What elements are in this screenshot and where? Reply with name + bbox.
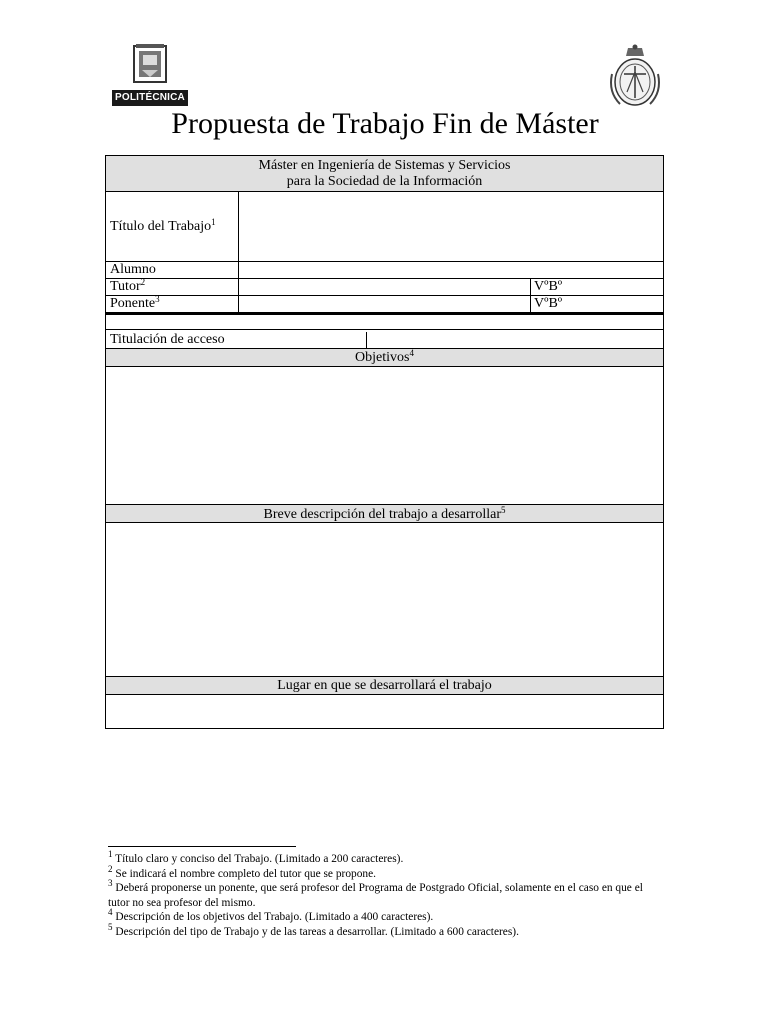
- footnote-1: $^1$ Título claro y conciso del Trabajo. (Limitado a 200 caracteres).: [108, 849, 404, 865]
- tutor-label: Tutor$^2$: [110, 277, 146, 294]
- vobo-tutor[interactable]: VºBº: [534, 279, 563, 294]
- descripcion-field[interactable]: [106, 523, 663, 677]
- proposal-form: [105, 155, 664, 729]
- vobo-ponente[interactable]: VºBº: [534, 296, 563, 311]
- titulacion-row: [106, 332, 663, 349]
- program-header: [106, 156, 663, 192]
- logo-wordmark: POLITÉCNICA: [112, 90, 188, 106]
- tutor-row: [106, 279, 663, 296]
- footnote-3: $^3$ Deberá proponerse un ponente, que será profesor del Programa de Postgrado Oficial, solamente en el caso en que el tutor no sea profesor del mismo.: [108, 878, 643, 909]
- alumno-label: Alumno: [110, 262, 156, 277]
- program-line-1: Máster en Ingeniería de Sistemas y Servicios: [258, 158, 511, 173]
- upm-logo: [112, 44, 188, 108]
- footnotes: [108, 849, 648, 939]
- lugar-header: [106, 677, 663, 695]
- lugar-field[interactable]: [106, 695, 663, 728]
- titulo-row: [106, 192, 663, 262]
- objetivos-field[interactable]: [106, 367, 663, 505]
- program-line-2: para la Sociedad de la Información: [286, 174, 483, 189]
- ponente-label: Ponente$^3$: [110, 294, 160, 311]
- alumno-field[interactable]: [239, 262, 663, 278]
- footnote-5: $^5$ Descripción del tipo de Trabajo y de las tareas a desarrollar. (Limitado a 600 caracteres).: [108, 921, 519, 938]
- titulo-label: Título del Trabajo$^1$: [110, 217, 216, 234]
- footnote-2: $^2$ Se indicará el nombre completo del tutor que se propone.: [108, 863, 376, 880]
- titulo-field[interactable]: [239, 192, 663, 261]
- titulacion-field[interactable]: [367, 332, 663, 348]
- titulacion-label: Titulación de acceso: [110, 332, 225, 347]
- objetivos-label: Objetivos$^4$: [355, 348, 414, 365]
- lugar-label: Lugar en que se desarrollará el trabajo: [277, 678, 492, 693]
- page-title: Propuesta de Trabajo Fin de Máster: [171, 107, 599, 140]
- footnote-rule: [108, 846, 296, 847]
- ponente-row: [106, 296, 663, 313]
- school-seal-icon: [606, 44, 664, 108]
- alumno-row: [106, 262, 663, 279]
- separator-row: [106, 313, 663, 330]
- descripcion-label: Breve descripción del trabajo a desarrollar$^5$: [263, 505, 506, 522]
- ponente-field[interactable]: [239, 296, 530, 312]
- descripcion-header: [106, 505, 663, 523]
- footnote-4: $^4$ Descripción de los objetivos del Trabajo. (Limitado a 400 caracteres).: [108, 907, 434, 923]
- objetivos-header: [106, 349, 663, 367]
- crest-icon: [132, 44, 168, 84]
- tutor-field[interactable]: [239, 279, 530, 295]
